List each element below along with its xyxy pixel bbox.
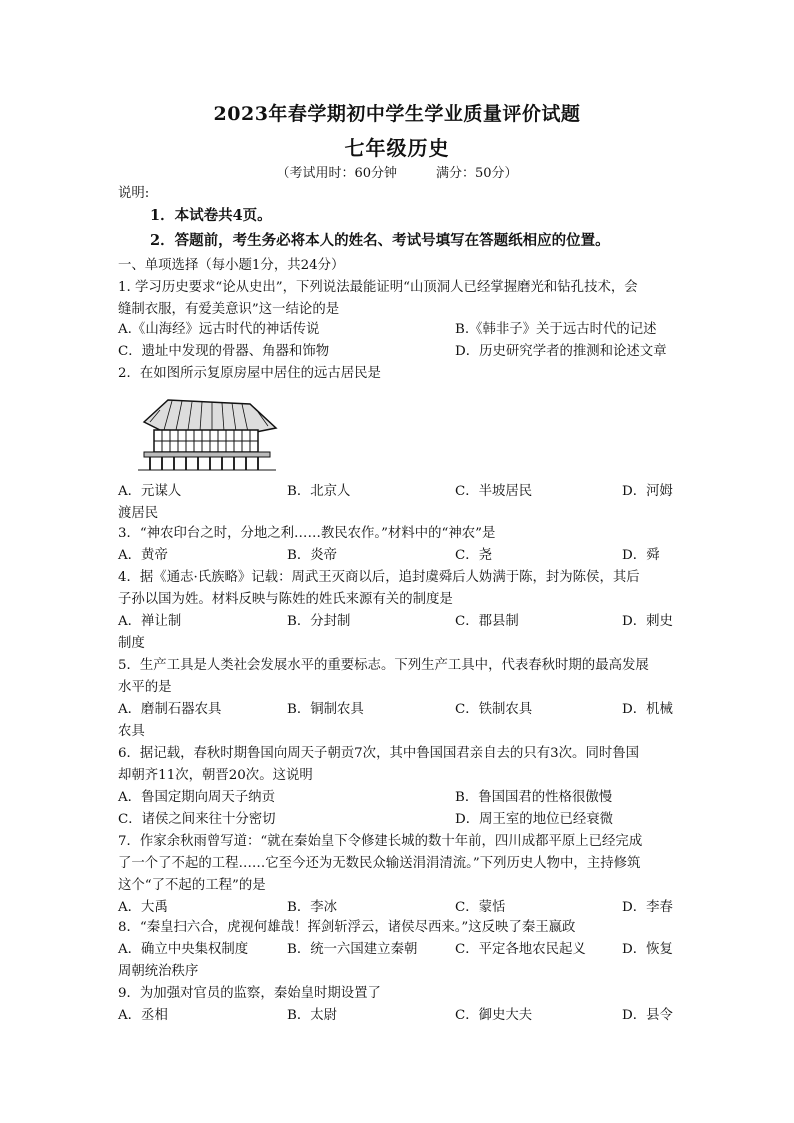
q9-option-b: B．太尉: [287, 1008, 338, 1023]
q4-option-a: A．禅让制: [118, 614, 182, 629]
q6-option-b: B．鲁国国君的性格很傲慢: [455, 790, 613, 805]
exam-title: 2023年春学期初中学生学业质量评价试题: [213, 103, 581, 125]
exam-subject: 七年级历史: [344, 136, 450, 160]
q9-option-c: C．御史大夫: [455, 1008, 533, 1023]
q7-stem-line2: 了一个了不起的工程……它至今还为无数民众输送涓涓清流。”下列历史人物中，主持修筑: [118, 856, 641, 871]
q9-option-a: A．丞相: [118, 1008, 168, 1023]
section-heading: 一、单项选择（每小题1分，共24分）: [118, 258, 345, 273]
q9-stem: 9．为加强对官员的监察，秦始皇时期设置了: [118, 986, 381, 1001]
q2-option-b: B．北京人: [287, 484, 351, 499]
q1-option-b: B.《韩非子》关于远古时代的记述: [455, 322, 657, 337]
q5-option-d: D．机械: [622, 702, 673, 717]
q2-option-d-continued: 渡居民: [118, 506, 159, 521]
q3-option-c: C．尧: [455, 548, 493, 563]
q5-option-d-continued: 农具: [118, 724, 145, 739]
q7-option-c: C．蒙恬: [455, 900, 506, 915]
q3-stem: 3．“神农印台之时，分地之利……教民农作。”材料中的“神农”是: [118, 526, 496, 541]
exam-info: （考试用时：60分钟 满分：50分）: [276, 166, 518, 181]
q6-option-a: A．鲁国定期向周天子纳贡: [118, 790, 275, 805]
q6-option-c: C．诸侯之间来往十分密切: [118, 812, 276, 827]
q5-option-a: A．磨制石器农具: [118, 702, 222, 717]
q1-option-d: D．历史研究学者的推测和论述文章: [455, 344, 667, 359]
q8-option-c: C．平定各地农民起义: [455, 942, 586, 957]
q7-option-b: B．李冰: [287, 900, 338, 915]
q2-option-a: A．元谋人: [118, 484, 182, 499]
q3-option-b: B．炎帝: [287, 548, 338, 563]
q2-stem: 2．在如图所示复原房屋中居住的远古居民是: [118, 366, 381, 381]
q8-option-d: D．恢复: [622, 942, 673, 957]
q2-option-c: C．半坡居民: [455, 484, 533, 499]
q5-option-c: C．铁制农具: [455, 702, 533, 717]
note-item-2: 2．答题前，考生务必将本人的姓名、考试号填写在答题纸相应的位置。: [150, 232, 610, 249]
note-item-1: 1．本试卷共4页。: [150, 207, 272, 224]
q7-option-a: A．大禹: [118, 900, 168, 915]
q8-option-b: B．统一六国建立秦朝: [287, 942, 418, 957]
q4-stem-line1: 4．据《通志·氏族略》记载：周武王灭商以后，追封虞舜后人妫满于陈，封为陈侯，其后: [118, 570, 640, 585]
notes-label: 说明:: [118, 186, 150, 201]
q1-option-c: C．遗址中发现的骨器、角器和饰物: [118, 344, 330, 359]
q4-option-c: C．郡县制: [455, 614, 519, 629]
q7-stem-line3: 这个“了不起的工程”的是: [118, 878, 266, 893]
q6-stem-line2: 却朝齐11次，朝晋20次。这说明: [118, 768, 313, 783]
q1-option-a: A.《山海经》远古时代的神话传说: [118, 322, 320, 337]
q2-option-d: D．河姆: [622, 484, 673, 499]
q5-option-b: B．铜制农具: [287, 702, 364, 717]
q8-stem: 8．“秦皇扫六合，虎视何雄哉！挥剑斩浮云，诸侯尽西来。”这反映了秦王嬴政: [118, 920, 576, 935]
q5-stem-line2: 水平的是: [118, 680, 172, 695]
q1-stem-line2: 缝制衣服，有爱美意识”这一结论的是: [118, 302, 340, 317]
q1-stem-line1: 1. 学习历史要求“论从史出”，下列说法最能证明“山顶洞人已经掌握磨光和钻孔技术，会: [118, 280, 638, 295]
stilt-house-icon: [130, 396, 282, 472]
q4-stem-line2: 子孙以国为姓。材料反映与陈姓的姓氏来源有关的制度是: [118, 592, 453, 607]
q3-option-d: D．舜: [622, 548, 660, 563]
q3-option-a: A．黄帝: [118, 548, 168, 563]
q6-stem-line1: 6．据记载，春秋时期鲁国向周天子朝贡7次，其中鲁国国君亲自去的只有3次。同时鲁国: [118, 746, 640, 761]
q8-option-d-continued: 周朝统治秩序: [118, 964, 199, 979]
q5-stem-line1: 5．生产工具是人类社会发展水平的重要标志。下列生产工具中，代表春秋时期的最高发展: [118, 658, 649, 673]
q7-stem-line1: 7．作家余秋雨曾写道：“就在秦始皇下令修建长城的数十年前，四川成都平原上已经完成: [118, 834, 643, 849]
q4-option-d-continued: 制度: [118, 636, 145, 651]
q6-option-d: D．周王室的地位已经衰微: [455, 812, 614, 827]
q7-option-d: D．李春: [622, 900, 673, 915]
q4-option-b: B．分封制: [287, 614, 351, 629]
q4-option-d: D．刺史: [622, 614, 673, 629]
q9-option-d: D．县令: [622, 1008, 673, 1023]
q8-option-a: A．确立中央集权制度: [118, 942, 249, 957]
